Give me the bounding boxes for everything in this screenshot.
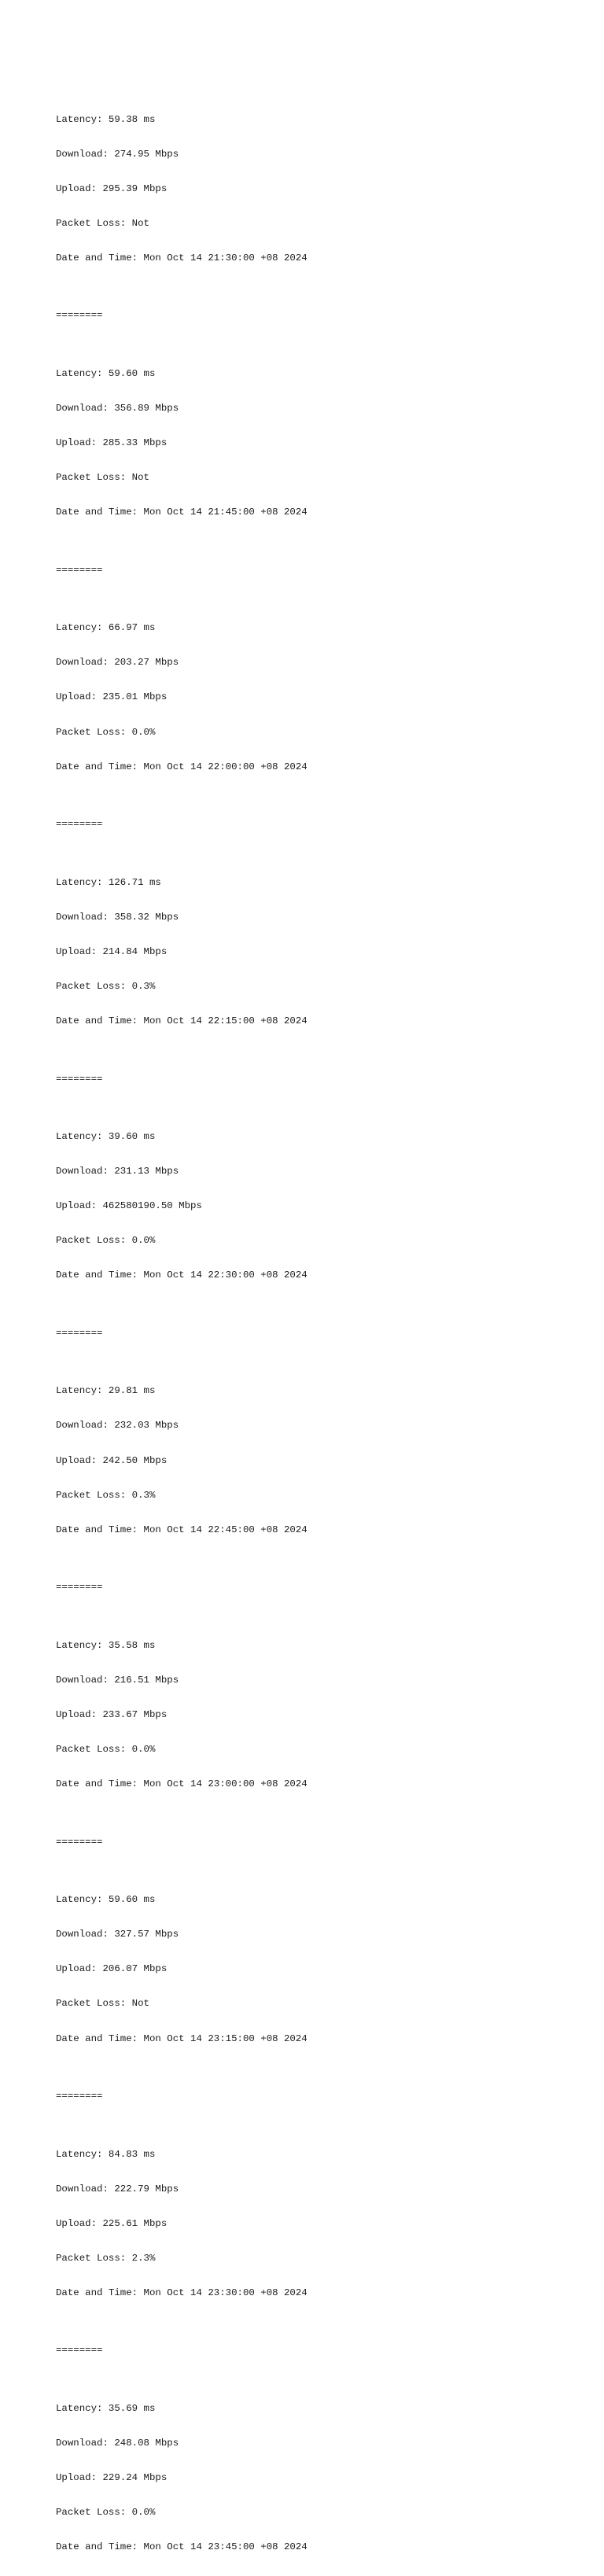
date-time-label: Date and Time: bbox=[56, 252, 144, 263]
date-time-label: Date and Time: bbox=[56, 2541, 144, 2553]
upload-value: 242.50 Mbps bbox=[102, 1454, 168, 1466]
date-time-value: Mon Oct 14 23:15:00 +08 2024 bbox=[143, 2032, 308, 2044]
entry-separator: ======== bbox=[56, 564, 103, 576]
upload-line bbox=[56, 1963, 308, 1975]
download-value: 231.13 Mbps bbox=[114, 1166, 179, 1177]
upload-value: 235.01 Mbps bbox=[102, 691, 168, 703]
date-time-line bbox=[56, 2033, 308, 2045]
log-entry bbox=[56, 2379, 308, 2576]
latency-line bbox=[56, 368, 308, 380]
download-line bbox=[56, 149, 308, 160]
download-value: 222.79 Mbps bbox=[114, 2183, 179, 2195]
latency-value: 59.60 ms bbox=[108, 367, 156, 379]
download-line bbox=[56, 657, 308, 669]
download-value: 356.89 Mbps bbox=[114, 402, 179, 414]
upload-label: Upload: bbox=[56, 2472, 103, 2484]
packet-loss-line bbox=[56, 981, 308, 993]
download-line bbox=[56, 912, 308, 923]
date-time-label: Date and Time: bbox=[56, 761, 144, 772]
date-time-label: Date and Time: bbox=[56, 1524, 144, 1535]
packet-loss-line bbox=[56, 1998, 308, 2010]
latency-label: Latency: bbox=[56, 1131, 109, 1143]
packet-loss-label: Packet Loss: bbox=[56, 1489, 132, 1501]
latency-line bbox=[56, 1131, 308, 1143]
date-time-line bbox=[56, 1524, 308, 1536]
upload-label: Upload: bbox=[56, 2217, 103, 2229]
upload-label: Upload: bbox=[56, 691, 103, 703]
date-time-line bbox=[56, 1778, 308, 1790]
date-time-value: Mon Oct 14 21:30:00 +08 2024 bbox=[143, 252, 308, 263]
latency-line bbox=[56, 114, 308, 126]
date-time-value: Mon Oct 14 23:45:00 +08 2024 bbox=[143, 2541, 308, 2553]
date-time-line bbox=[56, 761, 308, 773]
packet-loss-label: Packet Loss: bbox=[56, 1998, 132, 2010]
latency-value: 59.38 ms bbox=[108, 113, 156, 125]
download-line bbox=[56, 403, 308, 415]
upload-line bbox=[56, 2218, 308, 2230]
date-time-label: Date and Time: bbox=[56, 1015, 144, 1027]
packet-loss-value: 2.3% bbox=[131, 2252, 156, 2264]
latency-value: 35.69 ms bbox=[108, 2402, 156, 2414]
upload-label: Upload: bbox=[56, 1454, 103, 1466]
entry-separator: ======== bbox=[56, 2345, 103, 2357]
entry-separator: ======== bbox=[56, 310, 103, 322]
upload-value: 295.39 Mbps bbox=[102, 182, 168, 194]
upload-label: Upload: bbox=[56, 182, 103, 194]
log-entry bbox=[56, 853, 308, 1050]
download-label: Download: bbox=[56, 911, 115, 923]
packet-loss-value: 0.0% bbox=[131, 1235, 156, 1247]
date-time-value: Mon Oct 14 23:00:00 +08 2024 bbox=[143, 1778, 308, 1790]
latency-line bbox=[56, 2149, 308, 2161]
upload-value: 206.07 Mbps bbox=[102, 1963, 168, 1975]
date-time-value: Mon Oct 14 22:15:00 +08 2024 bbox=[143, 1015, 308, 1027]
download-label: Download: bbox=[56, 1929, 115, 1940]
upload-label: Upload: bbox=[56, 437, 103, 449]
upload-line bbox=[56, 437, 308, 449]
packet-loss-value: Not bbox=[131, 1998, 149, 2010]
packet-loss-value: 0.3% bbox=[131, 980, 156, 992]
upload-value: 214.84 Mbps bbox=[102, 945, 168, 957]
packet-loss-line bbox=[56, 2507, 308, 2519]
date-time-label: Date and Time: bbox=[56, 1270, 144, 1281]
log-entry bbox=[56, 90, 308, 287]
latency-line bbox=[56, 1385, 308, 1397]
download-line bbox=[56, 1929, 308, 1940]
upload-line bbox=[56, 1455, 308, 1467]
download-line bbox=[56, 1675, 308, 1686]
latency-label: Latency: bbox=[56, 2148, 109, 2160]
packet-loss-label: Packet Loss: bbox=[56, 1744, 132, 1756]
packet-loss-line bbox=[56, 1235, 308, 1247]
latency-line bbox=[56, 622, 308, 634]
packet-loss-line bbox=[56, 218, 308, 230]
download-label: Download: bbox=[56, 2183, 115, 2195]
latency-line bbox=[56, 1894, 308, 1906]
latency-label: Latency: bbox=[56, 2402, 109, 2414]
packet-loss-value: 0.0% bbox=[131, 2507, 156, 2519]
log-entry bbox=[56, 1362, 308, 1559]
download-line bbox=[56, 2438, 308, 2449]
entry-separator: ======== bbox=[56, 1836, 103, 1848]
packet-loss-label: Packet Loss: bbox=[56, 980, 132, 992]
download-label: Download: bbox=[56, 2437, 115, 2449]
upload-value: 229.24 Mbps bbox=[102, 2472, 168, 2484]
entry-separator: ======== bbox=[56, 1327, 103, 1339]
latency-value: 59.60 ms bbox=[108, 1894, 156, 1906]
latency-line bbox=[56, 2403, 308, 2415]
latency-label: Latency: bbox=[56, 1894, 109, 1906]
latency-label: Latency: bbox=[56, 622, 109, 634]
download-value: 203.27 Mbps bbox=[114, 657, 179, 669]
packet-loss-value: 0.0% bbox=[131, 726, 156, 738]
entry-separator: ======== bbox=[56, 1582, 103, 1594]
date-time-label: Date and Time: bbox=[56, 1778, 144, 1790]
log-entry bbox=[56, 1616, 308, 1813]
download-line bbox=[56, 1166, 308, 1177]
download-line bbox=[56, 2184, 308, 2195]
speedtest-log bbox=[56, 56, 308, 2576]
date-time-value: Mon Oct 14 23:30:00 +08 2024 bbox=[143, 2287, 308, 2298]
packet-loss-label: Packet Loss: bbox=[56, 217, 132, 229]
date-time-line bbox=[56, 1015, 308, 1027]
latency-label: Latency: bbox=[56, 1639, 109, 1651]
latency-line bbox=[56, 877, 308, 889]
upload-label: Upload: bbox=[56, 1200, 103, 1212]
latency-value: 29.81 ms bbox=[108, 1385, 156, 1397]
date-time-line bbox=[56, 252, 308, 264]
upload-line bbox=[56, 691, 308, 703]
download-label: Download: bbox=[56, 148, 115, 160]
date-time-value: Mon Oct 14 22:45:00 +08 2024 bbox=[143, 1524, 308, 1535]
upload-value: 225.61 Mbps bbox=[102, 2217, 168, 2229]
date-time-label: Date and Time: bbox=[56, 507, 144, 518]
download-value: 327.57 Mbps bbox=[114, 1929, 179, 1940]
download-value: 248.08 Mbps bbox=[114, 2437, 179, 2449]
packet-loss-label: Packet Loss: bbox=[56, 2507, 132, 2519]
packet-loss-value: Not bbox=[131, 217, 149, 229]
latency-line bbox=[56, 1640, 308, 1652]
date-time-line bbox=[56, 1270, 308, 1281]
upload-line bbox=[56, 1709, 308, 1721]
latency-value: 84.83 ms bbox=[108, 2148, 156, 2160]
upload-line bbox=[56, 2472, 308, 2484]
log-entry bbox=[56, 599, 308, 796]
download-label: Download: bbox=[56, 1674, 115, 1686]
upload-value: 462580190.50 Mbps bbox=[102, 1200, 202, 1212]
download-label: Download: bbox=[56, 657, 115, 669]
latency-value: 35.58 ms bbox=[108, 1639, 156, 1651]
packet-loss-label: Packet Loss: bbox=[56, 1235, 132, 1247]
latency-label: Latency: bbox=[56, 113, 109, 125]
date-time-value: Mon Oct 14 22:30:00 +08 2024 bbox=[143, 1270, 308, 1281]
upload-label: Upload: bbox=[56, 945, 103, 957]
download-value: 216.51 Mbps bbox=[114, 1674, 179, 1686]
packet-loss-line bbox=[56, 472, 308, 484]
upload-line bbox=[56, 946, 308, 958]
packet-loss-label: Packet Loss: bbox=[56, 472, 132, 484]
latency-label: Latency: bbox=[56, 1385, 109, 1397]
download-value: 274.95 Mbps bbox=[114, 148, 179, 160]
upload-label: Upload: bbox=[56, 1963, 103, 1975]
entry-separator: ======== bbox=[56, 1073, 103, 1085]
upload-line bbox=[56, 183, 308, 195]
download-label: Download: bbox=[56, 402, 115, 414]
latency-value: 126.71 ms bbox=[108, 876, 161, 888]
packet-loss-line bbox=[56, 1490, 308, 1502]
packet-loss-line bbox=[56, 2253, 308, 2265]
date-time-value: Mon Oct 14 21:45:00 +08 2024 bbox=[143, 507, 308, 518]
packet-loss-label: Packet Loss: bbox=[56, 726, 132, 738]
download-line bbox=[56, 1420, 308, 1432]
log-entry bbox=[56, 2125, 308, 2322]
latency-label: Latency: bbox=[56, 876, 109, 888]
upload-value: 233.67 Mbps bbox=[102, 1708, 168, 1720]
packet-loss-value: Not bbox=[131, 472, 149, 484]
date-time-label: Date and Time: bbox=[56, 2287, 144, 2298]
date-time-label: Date and Time: bbox=[56, 2032, 144, 2044]
log-entry bbox=[56, 345, 308, 541]
upload-label: Upload: bbox=[56, 1708, 103, 1720]
download-label: Download: bbox=[56, 1420, 115, 1432]
entry-separator: ======== bbox=[56, 2091, 103, 2102]
packet-loss-label: Packet Loss: bbox=[56, 2252, 132, 2264]
log-entry bbox=[56, 1871, 308, 2068]
upload-value: 285.33 Mbps bbox=[102, 437, 168, 449]
download-value: 358.32 Mbps bbox=[114, 911, 179, 923]
packet-loss-line bbox=[56, 727, 308, 739]
upload-line bbox=[56, 1200, 308, 1212]
log-entry bbox=[56, 1108, 308, 1305]
latency-value: 39.60 ms bbox=[108, 1131, 156, 1143]
date-time-line bbox=[56, 2287, 308, 2299]
entry-separator: ======== bbox=[56, 819, 103, 831]
packet-loss-value: 0.0% bbox=[131, 1744, 156, 1756]
date-time-line bbox=[56, 2541, 308, 2553]
latency-value: 66.97 ms bbox=[108, 622, 156, 634]
latency-label: Latency: bbox=[56, 367, 109, 379]
packet-loss-value: 0.3% bbox=[131, 1489, 156, 1501]
packet-loss-line bbox=[56, 1744, 308, 1756]
date-time-value: Mon Oct 14 22:00:00 +08 2024 bbox=[143, 761, 308, 772]
date-time-line bbox=[56, 507, 308, 518]
download-label: Download: bbox=[56, 1166, 115, 1177]
download-value: 232.03 Mbps bbox=[114, 1420, 179, 1432]
